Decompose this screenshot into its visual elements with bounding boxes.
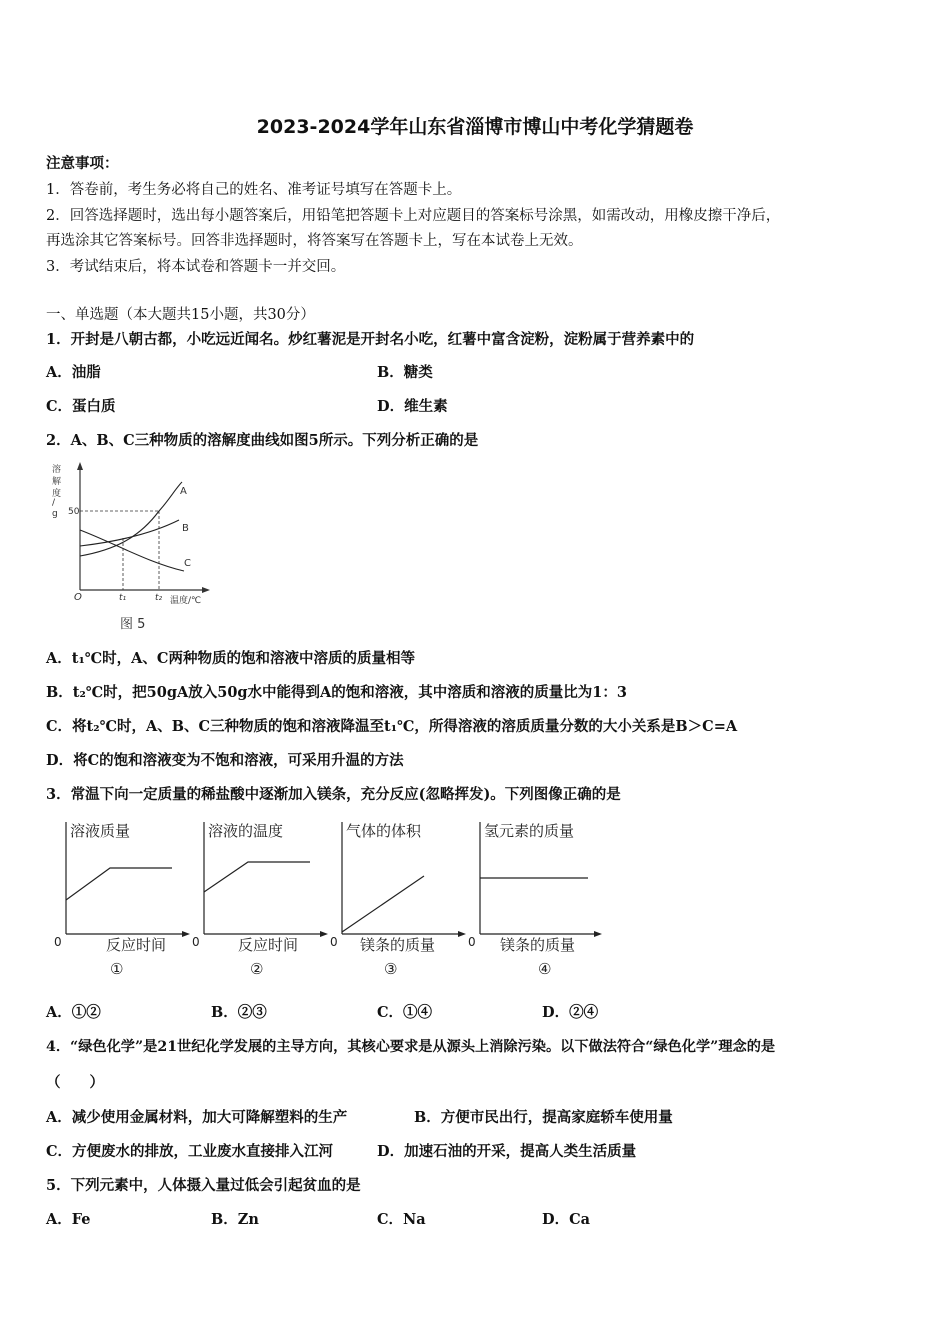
q1-option-d[interactable]: D．维生素 [377,398,448,415]
figure-caption: 图 5 [120,617,146,632]
q1-option-c[interactable]: C．蛋白质 [46,398,116,415]
figure-ylabel-char: 度 [52,489,62,499]
q3-option-a[interactable]: A．①② [46,1004,101,1021]
y-tick-50: 50 [68,507,80,517]
q2-option-b[interactable]: B．t₂℃时，把50gA放入50g水中能得到A的饱和溶液，其中溶质和溶液的质量比为1：3 [46,684,627,701]
figure-ylabel-char: 解 [52,477,62,487]
graph-2-ylabel: 溶液的温度 [208,822,284,840]
graph-4 [468,822,602,978]
notice-item: 1．答卷前，考生务必将自己的姓名、准考证号填写在答题卡上。 [46,182,462,198]
q4-option-d[interactable]: D．加速石油的开采，提高人类生活质量 [377,1143,637,1160]
q4-option-a[interactable]: A．减少使用金属材料，加大可降解塑料的生产 [46,1109,348,1126]
q3-option-d[interactable]: D．②④ [542,1004,599,1021]
graph-4-ylabel: 氢元素的质量 [484,822,575,840]
q5-option-b[interactable]: B．Zn [211,1211,259,1228]
figure-ylabel-char: / [52,498,56,508]
question-1-stem: 1．开封是八朝古都，小吃远近闻名。炒红薯泥是开封名小吃，红薯中富含淀粉，淀粉属于营养素中的 [46,331,695,348]
section-heading: 一、单选题（本大题共15小题，共30分） [46,307,315,323]
q1-option-b[interactable]: B．糖类 [377,364,433,381]
question-4-stem: 4．“绿色化学”是21世纪化学发展的主导方向，其核心要求是从源头上消除污染。以下做法符合“绿色化学”理念的是 [46,1039,776,1055]
graph-3-number: ③ [384,960,398,978]
graph-1-number: ① [110,960,124,978]
question-4-paren: （ ） [46,1074,104,1091]
q4-option-c[interactable]: C．方便废水的排放，工业废水直接排入江河 [46,1143,334,1160]
graph-4-number: ④ [538,960,552,978]
q2-option-d[interactable]: D．将C的饱和溶液变为不饱和溶液，可采用升温的方法 [46,752,404,769]
curve-c [80,530,184,571]
notice-item: 3．考试结束后，将本试卷和答题卡一并交回。 [46,259,346,275]
q5-option-c[interactable]: C．Na [377,1211,426,1228]
curve-b [80,520,179,546]
curve-a-label: A [180,486,187,497]
q3-option-b[interactable]: B．②③ [211,1004,267,1021]
curve-b-label: B [182,523,189,534]
notice-item: 2．回答选择题时，选出每小题答案后，用铅笔把答题卡上对应题目的答案标号涂黑，如需改动，用橡皮擦干净后， [46,208,781,224]
graph-3 [330,822,466,978]
q5-option-a[interactable]: A．Fe [46,1211,91,1228]
q5-option-d[interactable]: D．Ca [542,1211,591,1228]
graph-2-origin: 0 [192,935,200,949]
figure-ylabel-char: 溶 [52,465,62,475]
graph-3-ylabel: 气体的体积 [346,822,422,840]
q4-option-b[interactable]: B．方便市民出行，提高家庭轿车使用量 [414,1109,673,1126]
t1-label: t₁ [119,593,127,603]
notice-heading: 注意事项： [46,155,119,172]
x-axis-label: 温度/℃ [170,596,202,606]
graph-1-ylabel: 溶液质量 [70,822,131,840]
question-2-stem: 2．A、B、C三种物质的溶解度曲线如图5所示。下列分析正确的是 [46,432,479,449]
q3-graphs [48,812,608,984]
page-title: 2023-2024学年山东省淄博市博山中考化学猜题卷 [256,116,694,138]
q1-option-a[interactable]: A．油脂 [46,364,101,381]
question-5-stem: 5．下列元素中，人体摄入量过低会引起贫血的是 [46,1177,361,1194]
curve-a [80,482,182,556]
q2-option-a[interactable]: A．t₁℃时，A、C两种物质的饱和溶液中溶质的质量相等 [46,650,415,667]
graph-2-number: ② [250,960,264,978]
q2-option-c[interactable]: C．将t₂℃时，A、B、C三种物质的饱和溶液降温至t₁℃，所得溶液的溶质质量分数的大小关系是B＞C=A [46,718,738,735]
graph-2-xlabel: 反应时间 [238,936,299,954]
graph-4-origin: 0 [468,935,476,949]
graph-1-xlabel: 反应时间 [106,936,167,954]
graph-1 [54,822,190,978]
question-3-stem: 3．常温下向一定质量的稀盐酸中逐渐加入镁条，充分反应(忽略挥发)。下列图像正确的是 [46,786,621,803]
notice-item: 再选涂其它答案标号。回答非选择题时，将答案写在答题卡上，写在本试卷上无效。 [46,233,583,249]
graph-1-origin: 0 [54,935,62,949]
figure-ylabel-char: g [52,509,58,519]
graph-3-xlabel: 镁条的质量 [360,936,436,954]
curve-c-label: C [184,558,191,569]
graph-4-xlabel: 镁条的质量 [500,936,576,954]
graph-2 [192,822,328,978]
graph-3-origin: 0 [330,935,338,949]
solubility-curve-figure [44,458,224,636]
q3-option-c[interactable]: C．①④ [377,1004,433,1021]
origin-label: O [74,592,82,603]
t2-label: t₂ [155,593,163,603]
